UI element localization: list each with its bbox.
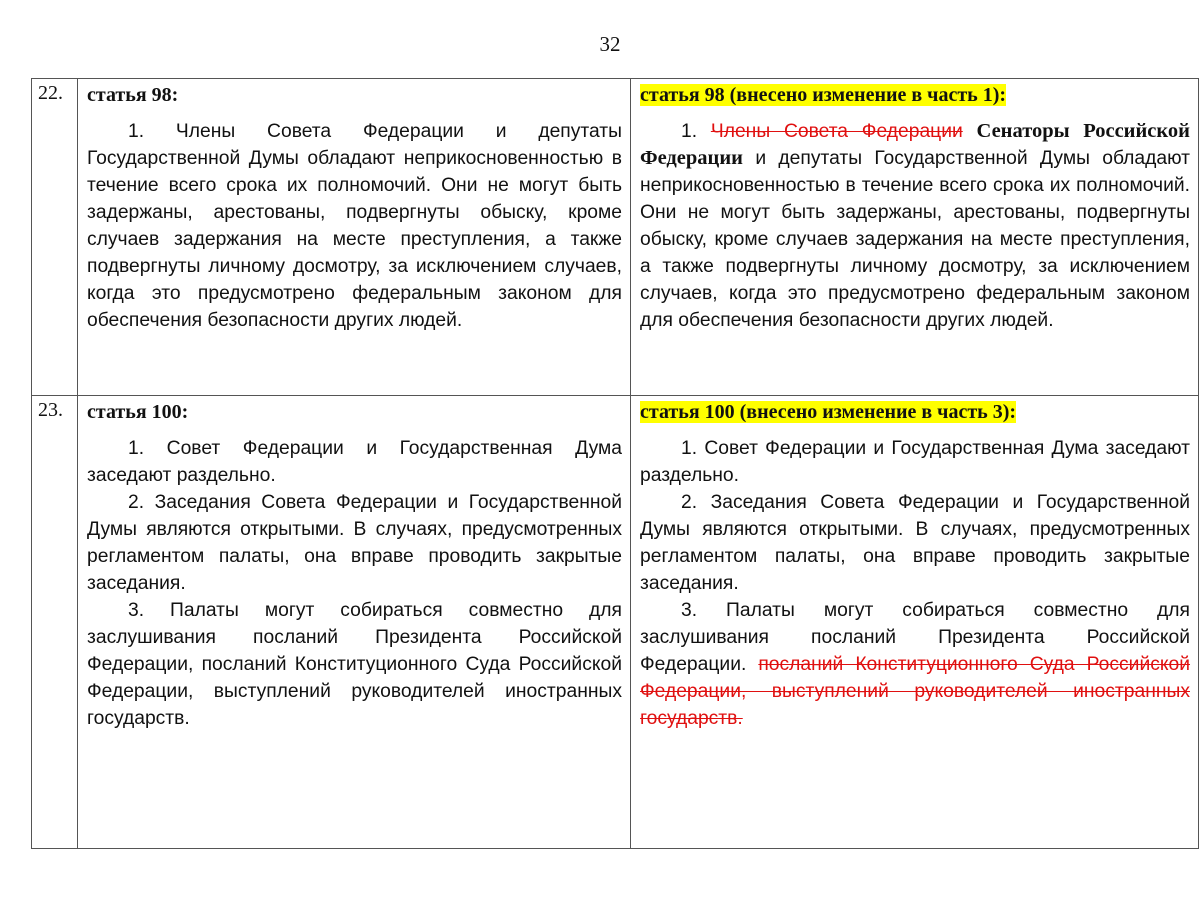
new-text-cell: [631, 79, 1199, 396]
paragraph: 2. Заседания Совета Федерации и Государственной Думы являются открытыми. В случаях, предусмотренных регламентом палаты, она вправе проводить закрытые заседания.: [87, 492, 622, 594]
inserted-text: Сенаторы Российской Федерации: [640, 120, 1190, 169]
comparison-table: [31, 78, 1199, 849]
deleted-text: Члены Совета Федерации: [710, 121, 963, 142]
paragraph: 1. Совет Федерации и Государственная Дума заседают раздельно.: [640, 438, 1190, 486]
paragraph: [640, 597, 1190, 732]
paragraph: 1. Совет Федерации и Государственная Дума заседают раздельно.: [87, 438, 622, 486]
page-number: 32: [599, 32, 621, 56]
paragraph: 1. Члены Совета Федерации и депутаты Государственной Думы обладают неприкосновенностью в течение всего срока их полномочий. Они не могут быть задержаны, арестованы, подвергнуты обыску, кроме случаев задержания на месте преступления, а также подвергнуты личному досмотру, за исключением случаев, когда это предусмотрено федеральным законом для обеспечения безопасности других людей.: [87, 121, 622, 331]
row-number: 22.: [32, 79, 78, 396]
new-text-cell: [631, 396, 1199, 849]
row-number: 23.: [32, 396, 78, 849]
article-heading-highlighted: статья 98 (внесено изменение в часть 1):: [640, 84, 1007, 106]
article-heading-highlighted: статья 100 (внесено изменение в часть 3):: [640, 401, 1017, 423]
old-text-cell: [78, 396, 631, 849]
paragraph: [640, 118, 1190, 334]
table-row: [32, 396, 1199, 849]
paragraph: 3. Палаты могут собираться совместно для заслушивания посланий Президента Российской Федерации, посланий Конституционного Суда Российской Федерации, выступлений руководителей иностранных государств.: [87, 600, 622, 729]
article-heading: статья 98:: [87, 84, 179, 106]
article-heading: статья 100:: [87, 401, 189, 423]
table-row: [32, 79, 1199, 396]
paragraph-text: и депутаты Государственной Думы обладают неприкосновенностью в течение всего срока их полномочий. Они не могут быть задержаны, арестованы, подвергнуты обыску, кроме случаев задержания на месте преступления, а также подвергнуты личному досмотру, за исключением случаев, когда это предусмотрено федеральным законом для обеспечения безопасности других людей.: [640, 148, 1190, 331]
paragraph-text: 3. Палаты могут собираться совместно для заслушивания посланий Президента Российской Федерации.: [640, 600, 1190, 675]
old-text-cell: [78, 79, 631, 396]
paragraph-number: 1.: [681, 121, 711, 142]
deleted-text: посланий Конституционного Суда Российской Федерации, выступлений руководителей иностранных государств.: [640, 654, 1191, 729]
paragraph: 2. Заседания Совета Федерации и Государственной Думы являются открытыми. В случаях, предусмотренных регламентом палаты, она вправе проводить закрытые заседания.: [640, 492, 1190, 594]
